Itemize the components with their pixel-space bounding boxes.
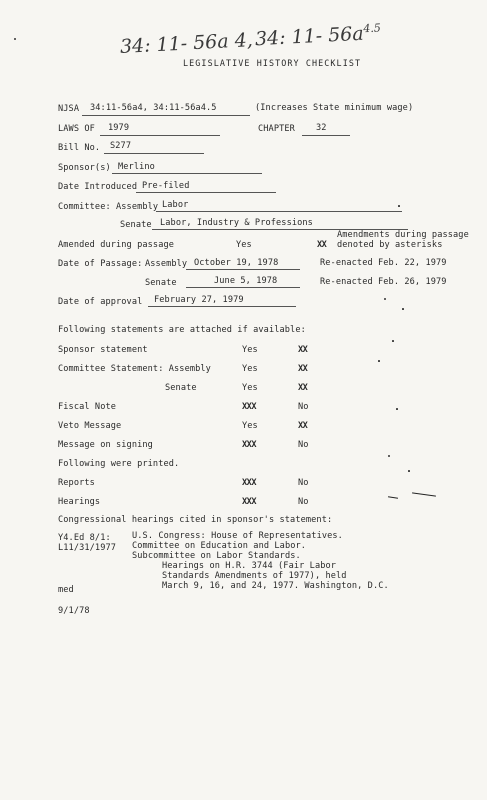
statement-fiscal-note-label: Fiscal Note [58,402,117,412]
statement-committee-assembly-no: XX [298,364,308,374]
passage-assembly-underline [186,269,300,270]
handwritten-citation-2-main: 34: 11- 56a [254,22,365,51]
handwritten-citation-2-suffix: 4.5 [363,21,382,36]
statement-fiscal-note-no: No [298,402,309,412]
bill-no-value: S277 [110,141,132,151]
njsa-label: NJSA [58,104,80,114]
passage-assembly-reenacted: Re-enacted Feb. 22, 1979 [320,258,447,268]
printed-hearings-label: Hearings [58,497,101,507]
scan-speck [378,360,380,362]
statement-sponsor-no: XX [298,345,308,355]
passage-senate-value: June 5, 1978 [214,276,278,286]
scan-speck [392,340,394,342]
page-title: LEGISLATIVE HISTORY CHECKLIST [183,58,362,68]
citation-line-1: U.S. Congress: House of Representatives. [132,531,343,541]
scan-speck [408,470,410,472]
date-introduced-value: Pre-filed [142,181,190,191]
scan-speck [396,408,398,410]
njsa-value: 34:11-56a4, 34:11-56a4.5 [90,103,217,113]
printed-reports-label: Reports [58,478,95,488]
statement-committee-assembly-yes: Yes [242,364,258,374]
amended-note-1: Amendments during passage [337,230,469,240]
committee-label: Committee: [58,202,111,212]
statement-signing-no: No [298,440,309,450]
date-of-approval-value: February 27, 1979 [154,295,244,305]
statement-committee-senate-no: XX [298,383,308,393]
scan-speck [402,308,404,310]
citation-line-6: March 9, 16, and 24, 1977. Washington, D.C. [162,581,389,591]
printed-reports-yes: XXX [242,478,257,488]
passage-senate-underline [186,287,300,288]
citation-line-2: Committee on Education and Labor. [132,541,307,551]
scan-smudge [388,496,398,498]
statement-committee-assembly-label: Committee Statement: Assembly [58,364,211,374]
committee-assembly-label: Assembly [116,202,159,212]
bill-no-underline [104,153,204,154]
handwritten-citation-1: 34: 11- 56a 4, [119,29,254,58]
citation-line-5: Standards Amendments of 1977), held [162,571,347,581]
date-of-passage-label: Date of Passage: [58,259,143,269]
passage-senate-reenacted: Re-enacted Feb. 26, 1979 [320,277,447,287]
scan-speck [384,298,386,300]
committee-senate-label: Senate [120,220,152,230]
handwritten-citation-2 [254,21,381,50]
passage-assembly-label: Assembly [145,259,188,269]
laws-of-value: 1979 [108,123,130,133]
statement-signing-label: Message on signing [58,440,153,450]
committee-senate-value: Labor, Industry & Professions [160,218,313,228]
amended-label: Amended during passage [58,240,175,250]
statement-veto-label: Veto Message [58,421,122,431]
bill-no-label: Bill No. [58,143,101,153]
sponsor-label: Sponsor(s) [58,163,111,173]
njsa-note: (Increases State minimum wage) [255,103,414,113]
chapter-underline [302,135,350,136]
amended-note-2: denoted by asterisks [337,240,443,250]
citation-line-4: Hearings on H.R. 3744 (Fair Labor [162,561,337,571]
printed-heading: Following were printed. [58,459,180,469]
scan-speck [388,455,390,457]
printed-hearings-no: No [298,497,309,507]
printed-reports-no: No [298,478,309,488]
call-number-1: Y4.Ed 8/1: [58,533,111,543]
statement-committee-senate-label: Senate [165,383,197,393]
njsa-underline [82,115,250,116]
passage-senate-label: Senate [145,278,177,288]
footer-date: 9/1/78 [58,606,90,616]
amended-no-mark: XX [317,240,327,250]
committee-assembly-value: Labor [162,200,189,210]
committee-assembly-underline [156,211,402,212]
hearings-heading: Congressional hearings cited in sponsor's statement: [58,515,333,525]
statement-veto-yes: Yes [242,421,258,431]
passage-assembly-value: October 19, 1978 [194,258,279,268]
date-introduced-underline [136,192,276,193]
statement-veto-no: XX [298,421,308,431]
citation-line-3: Subcommittee on Labor Standards. [132,551,301,561]
chapter-label: CHAPTER [258,124,295,134]
laws-of-label: LAWS OF [58,124,95,134]
statement-signing-yes: XXX [242,440,257,450]
statement-fiscal-note-yes: XXX [242,402,257,412]
laws-of-underline [100,135,220,136]
date-of-approval-label: Date of approval [58,297,143,307]
statement-committee-senate-yes: Yes [242,383,258,393]
sponsor-underline [112,173,262,174]
scan-speck [398,205,400,207]
date-of-approval-underline [148,306,296,307]
scan-speck [14,38,16,40]
chapter-value: 32 [316,123,327,133]
printed-hearings-yes: XXX [242,497,257,507]
scan-smudge [412,492,436,496]
amended-yes: Yes [236,240,252,250]
call-number-2: L11/31/1977 [58,543,117,553]
sponsor-value: Merlino [118,162,155,172]
statement-sponsor-label: Sponsor statement [58,345,148,355]
initials: med [58,585,74,595]
attached-heading: Following statements are attached if available: [58,325,306,335]
statement-sponsor-yes: Yes [242,345,258,355]
date-introduced-label: Date Introduced [58,182,138,192]
